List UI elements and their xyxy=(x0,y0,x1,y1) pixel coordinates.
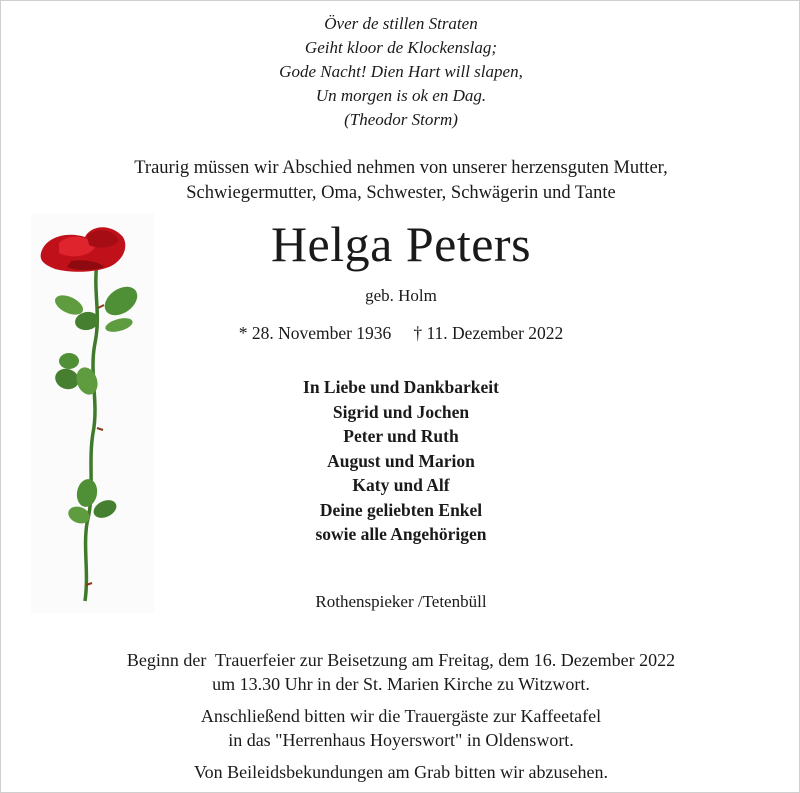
poem-attribution: (Theodor Storm) xyxy=(344,110,458,129)
maiden-name: geb. Holm xyxy=(365,286,437,305)
ceremony-line: Von Beileidsbekundungen am Grab bitten wir abzusehen. xyxy=(193,762,609,782)
mourner-line: August und Marion xyxy=(327,450,475,471)
leaf xyxy=(59,353,79,369)
death-date: † 11. Dezember 2022 xyxy=(413,323,564,343)
mourner-line: In Liebe und Dankbarkeit xyxy=(303,377,499,397)
ceremony-line: Beginn der Trauerfeier zur Beisetzung am Freitag, dem 16. Dezember 2022 xyxy=(126,650,676,670)
ceremony-line: um 13.30 Uhr in der St. Marien Kirche zu Witzwort. xyxy=(212,674,590,694)
place: Rothenspieker /Tetenbüll xyxy=(315,592,487,611)
poem-line: Un morgen is ok en Dag. xyxy=(315,86,487,105)
intro-text xyxy=(1,156,800,206)
mourner-line: Peter und Ruth xyxy=(343,426,459,446)
poem-line: Gode Nacht! Dien Hart will slapen, xyxy=(279,62,523,81)
mourner-line: Sigrid und Jochen xyxy=(332,401,470,422)
deceased-name: Helga Peters xyxy=(270,216,532,272)
mourner-line: sowie alle Angehörigen xyxy=(315,524,487,544)
mourner-line: Katy und Alf xyxy=(352,475,450,495)
poem xyxy=(1,12,800,132)
ceremony-info xyxy=(1,648,800,784)
ceremony-line: Anschließend bitten wir die Trauergäste zur Kaffeetafel xyxy=(200,706,602,726)
birth-date: * 28. November 1936 xyxy=(238,323,392,343)
intro-line: Traurig müssen wir Abschied nehmen von unserer herzensguten Mutter, xyxy=(134,158,668,178)
mourners-list xyxy=(1,375,800,547)
poem-line: Över de stillen Straten xyxy=(324,14,478,33)
intro-line: Schwiegermutter, Oma, Schwester, Schwägerin und Tante xyxy=(186,183,616,203)
poem-line: Geiht kloor de Klockenslag; xyxy=(304,38,498,57)
life-dates xyxy=(1,321,800,345)
ceremony-line: in das "Herrenhaus Hoyerswort" in Oldenswort. xyxy=(228,730,574,750)
mourner-line: Deine geliebten Enkel xyxy=(319,499,483,520)
